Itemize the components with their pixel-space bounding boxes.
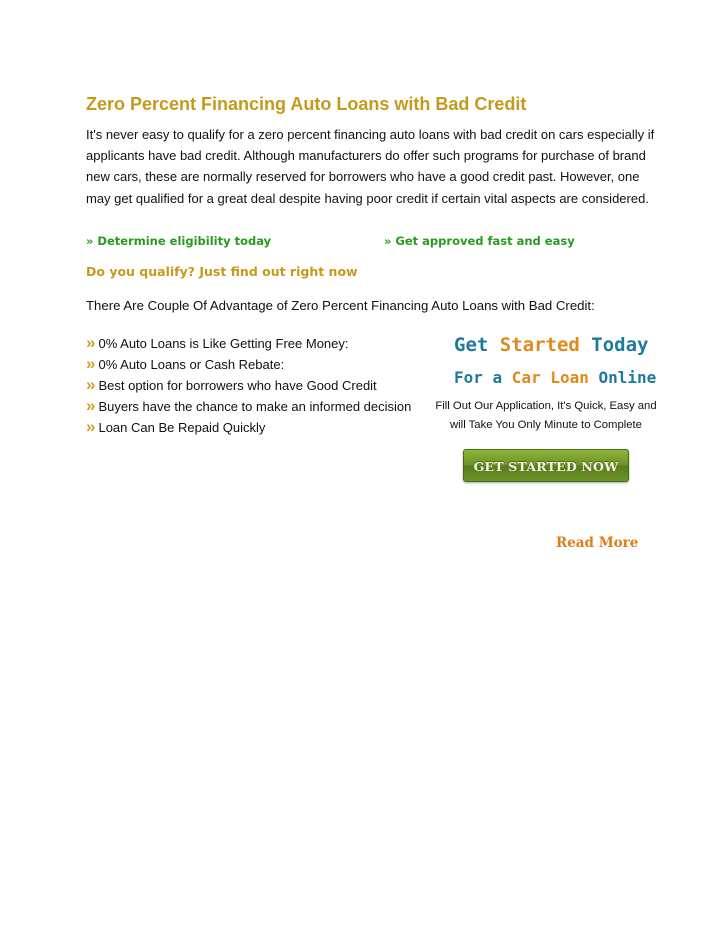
list-item bbox=[86, 416, 411, 437]
cta-headline-part: Today bbox=[579, 334, 649, 356]
list-item-text: 0% Auto Loans is Like Getting Free Money: bbox=[98, 336, 349, 351]
list-item bbox=[86, 374, 411, 395]
cta-headline bbox=[454, 334, 648, 356]
list-item bbox=[86, 332, 411, 353]
bullet-marker-icon: » bbox=[86, 333, 96, 352]
cta-subheadline-part: Online bbox=[588, 368, 657, 387]
cta-headline-part: Get bbox=[454, 334, 500, 356]
intro-paragraph: It's never easy to qualify for a zero percent financing auto loans with bad credit on cars especially if applicants have bad credit. Although manufacturers do offer such programs for purchase of brand new cars, these are normally reserved for borrowers who have a good credit past. However, one may get qualified for a great deal despite having poor credit if certain vital aspects are considered. bbox=[86, 127, 655, 206]
qualify-heading: Do you qualify? Just find out right now bbox=[86, 264, 358, 279]
list-item bbox=[86, 353, 411, 374]
advantage-list bbox=[86, 332, 411, 437]
read-more-link[interactable]: Read More bbox=[556, 535, 639, 551]
list-item-text: Loan Can Be Repaid Quickly bbox=[98, 420, 266, 435]
get-started-button[interactable]: GET STARTED NOW bbox=[463, 449, 629, 482]
list-item-text: Buyers have the chance to make an informed decision bbox=[98, 399, 412, 414]
bullet-marker-icon: » bbox=[86, 417, 96, 436]
cta-headline-accent: Started bbox=[499, 334, 580, 356]
page-title: Zero Percent Financing Auto Loans with Bad Credit bbox=[86, 94, 527, 114]
advantage-heading: There Are Couple Of Advantage of Zero Percent Financing Auto Loans with Bad Credit: bbox=[86, 298, 595, 313]
determine-eligibility-link[interactable]: » Determine eligibility today bbox=[86, 234, 272, 248]
bullet-marker-icon: » bbox=[86, 354, 96, 373]
list-item-text: 0% Auto Loans or Cash Rebate: bbox=[98, 357, 285, 372]
list-item-text: Best option for borrowers who have Good Credit bbox=[98, 378, 377, 393]
list-item bbox=[86, 395, 411, 416]
cta-subheadline-part: For a bbox=[454, 368, 512, 387]
cta-subheadline-accent: Car Loan bbox=[511, 368, 589, 387]
cta-subheadline bbox=[454, 368, 656, 387]
bullet-marker-icon: » bbox=[86, 375, 96, 394]
cta-description: Fill Out Our Application, It's Quick, Easy and will Take You Only Minute to Complete bbox=[435, 400, 657, 431]
bullet-marker-icon: » bbox=[86, 396, 96, 415]
get-approved-link[interactable]: » Get approved fast and easy bbox=[384, 234, 575, 248]
